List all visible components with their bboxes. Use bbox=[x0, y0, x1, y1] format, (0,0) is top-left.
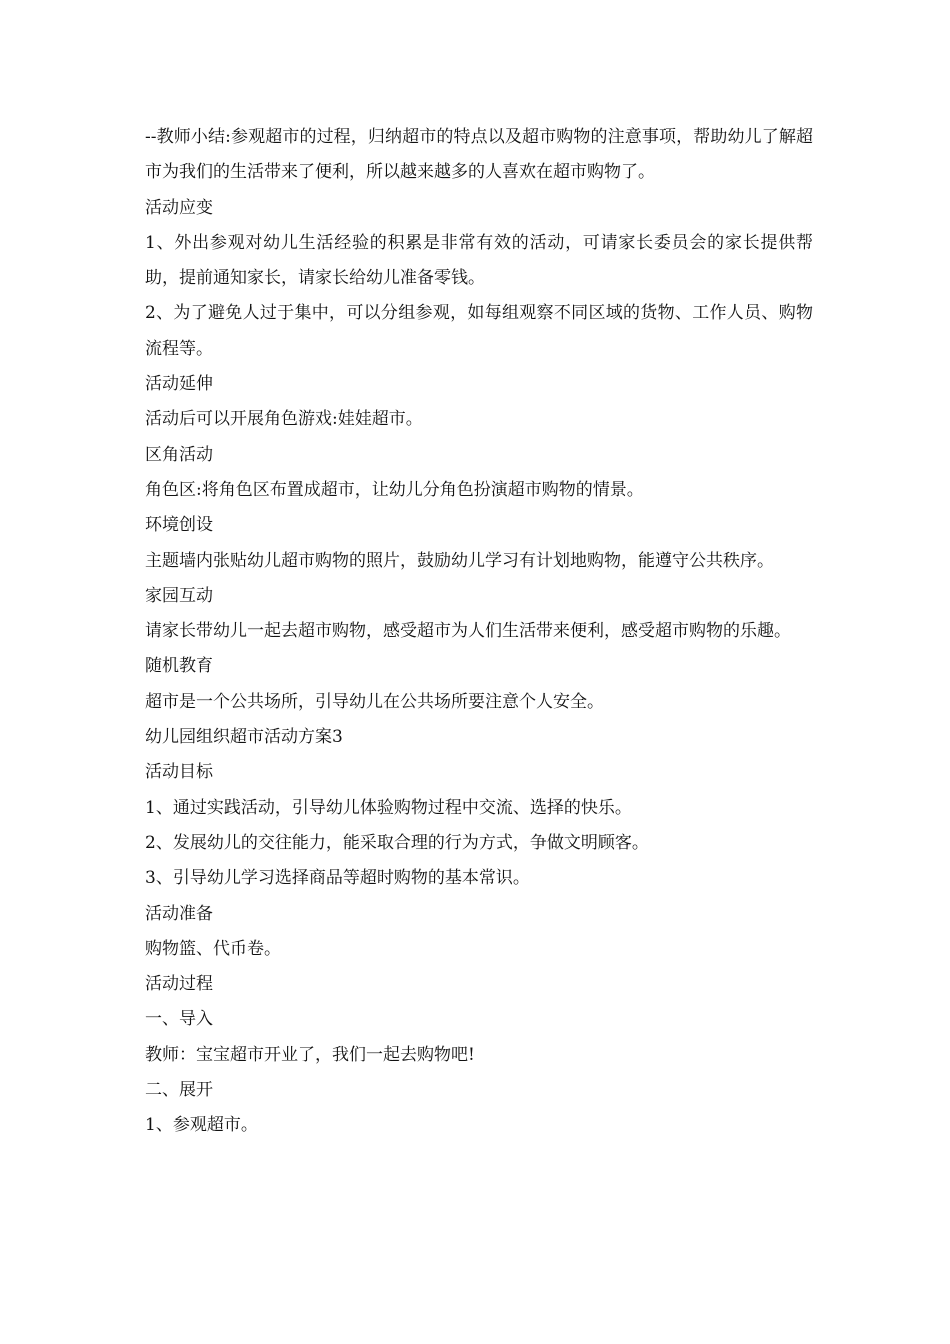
paragraph-home-interaction: 请家长带幼儿一起去超市购物，感受超市为人们生活带来便利，感受超市购物的乐趣。 bbox=[145, 621, 791, 642]
paragraph-environment: 主题墙内张贴幼儿超市购物的照片，鼓励幼儿学习有计划地购物，能遵守公共秩序。 bbox=[145, 550, 774, 571]
document-body bbox=[145, 120, 813, 1144]
paragraph-goal-3: 3、引导幼儿学习选择商品等超时购物的基本常识。 bbox=[145, 868, 530, 889]
heading-development: 二、展开 bbox=[145, 1080, 213, 1101]
heading-introduction: 一、导入 bbox=[145, 1009, 213, 1030]
paragraph-preparation: 购物篮、代币卷。 bbox=[145, 938, 281, 959]
paragraph-visit-supermarket: 1、参观超市。 bbox=[145, 1115, 258, 1136]
heading-activity-preparation: 活动准备 bbox=[145, 903, 213, 924]
heading-home-interaction: 家园互动 bbox=[145, 585, 213, 606]
paragraph-goal-1: 1、通过实践活动，引导幼儿体验购物过程中交流、选择的快乐。 bbox=[145, 797, 632, 818]
paragraph-random-education: 超市是一个公共场所，引导幼儿在公共场所要注意个人安全。 bbox=[145, 691, 604, 712]
paragraph-goal-2: 2、发展幼儿的交往能力，能采取合理的行为方式，争做文明顾客。 bbox=[145, 832, 649, 853]
heading-activity-extension: 活动延伸 bbox=[145, 374, 213, 395]
heading-random-education: 随机教育 bbox=[145, 656, 213, 677]
heading-environment: 环境创设 bbox=[145, 515, 213, 536]
paragraph-adaptation-2: 2、为了避免人过于集中，可以分组参观，如每组观察不同区域的货物、工作人员、购物流程等。 bbox=[145, 303, 813, 359]
heading-activity-adaptation: 活动应变 bbox=[145, 197, 213, 218]
section-title-plan-3: 幼儿园组织超市活动方案3 bbox=[145, 727, 343, 748]
paragraph-adaptation-1: 1、外出参观对幼儿生活经验的积累是非常有效的活动，可请家长委员会的家长提供帮助，提前通知家长，请家长给幼儿准备零钱。 bbox=[145, 232, 813, 289]
paragraph-introduction: 教师：宝宝超市开业了，我们一起去购物吧! bbox=[145, 1044, 475, 1065]
heading-activity-process: 活动过程 bbox=[145, 974, 213, 995]
heading-area-activity: 区角活动 bbox=[145, 444, 213, 465]
heading-activity-goals: 活动目标 bbox=[145, 762, 213, 783]
paragraph-area-activity: 角色区:将角色区布置成超市，让幼儿分角色扮演超市购物的情景。 bbox=[145, 479, 644, 500]
paragraph-teacher-summary: --教师小结:参观超市的过程，归纳超市的特点以及超市购物的注意事项，帮助幼儿了解超市为我们的生活带来了便利，所以越来越多的人喜欢在超市购物了。 bbox=[145, 127, 813, 183]
paragraph-extension: 活动后可以开展角色游戏:娃娃超市。 bbox=[145, 409, 423, 430]
